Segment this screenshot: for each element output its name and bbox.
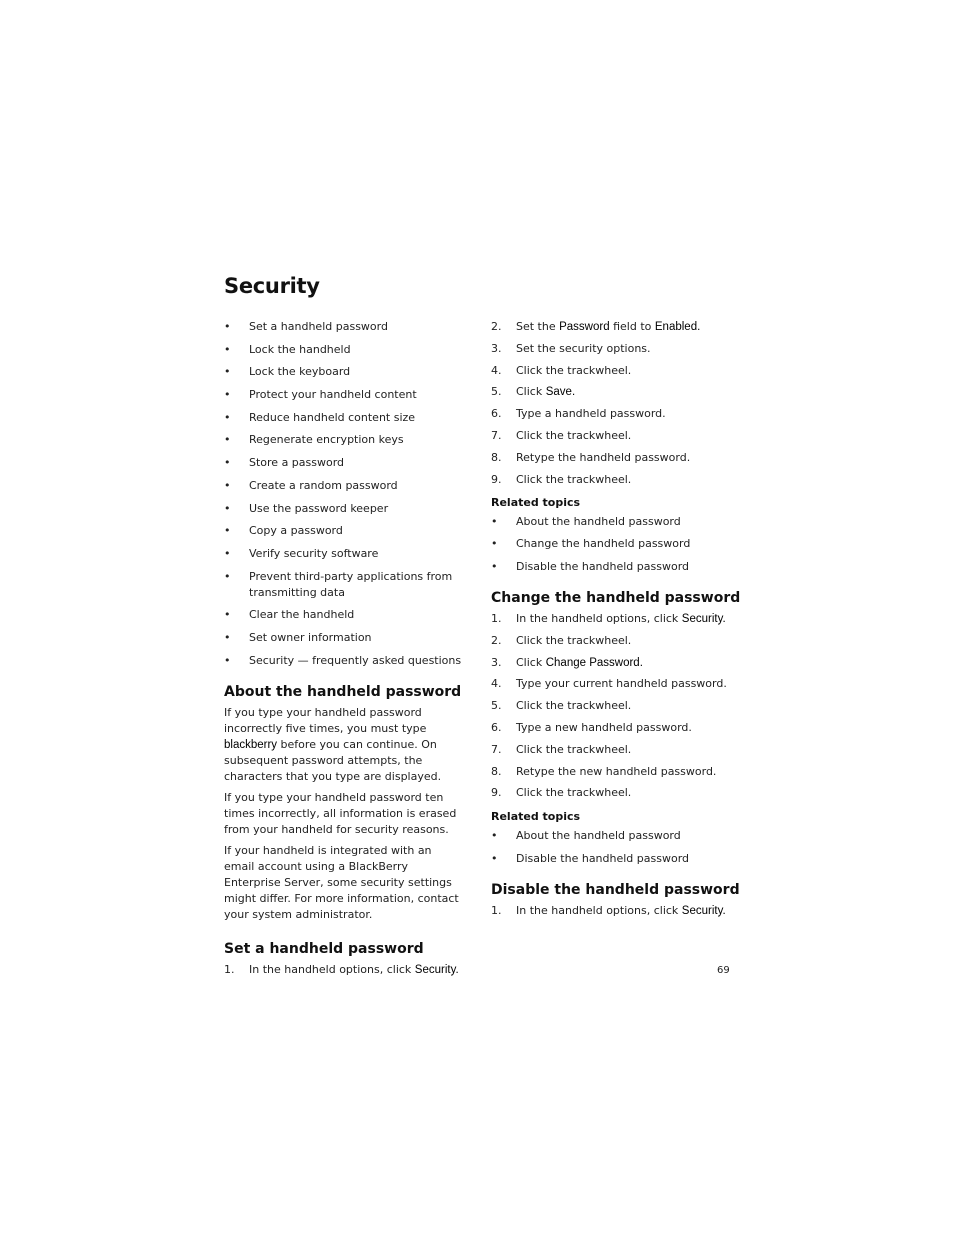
related-topics-heading: Related topics <box>491 495 581 509</box>
step-item: 1. In the handheld options, click Security. <box>491 904 726 918</box>
step-item: 8. Retype the new handheld password. <box>491 764 717 778</box>
related-topics-heading: Related topics <box>491 810 581 824</box>
left-column <box>224 319 464 983</box>
contents-item[interactable]: • Use the password keeper <box>224 501 464 517</box>
step-item: 6. Type a handheld password. <box>491 407 666 421</box>
related-topic-link[interactable]: • About the handheld password <box>491 828 741 844</box>
ui-term: Security <box>681 905 723 918</box>
step-item: 7. Click the trackwheel. <box>491 428 632 442</box>
contents-item[interactable]: • Verify security software <box>224 546 464 562</box>
contents-item[interactable]: • Clear the handheld <box>224 607 464 623</box>
change-password-heading: Change the handheld password <box>491 589 741 606</box>
step-item: 9. Click the trackwheel. <box>491 786 632 800</box>
ui-term: Security <box>414 963 456 976</box>
related-topics-list <box>491 514 741 575</box>
related-topics-list <box>491 828 741 867</box>
page-number: 69 <box>717 965 730 976</box>
right-column <box>491 319 741 925</box>
contents-item[interactable]: • Lock the keyboard <box>224 364 464 380</box>
set-password-steps <box>224 962 464 978</box>
contents-item[interactable]: • Create a random password <box>224 478 464 494</box>
contents-item[interactable]: • Prevent third-party applications from transmitting data <box>224 569 464 601</box>
contents-item[interactable]: • Store a password <box>224 455 464 471</box>
about-paragraph-3: If your handheld is integrated with an email account using a BlackBerry Enterprise Server, some security settings might differ. For more information, contact your system administrator. <box>224 843 459 921</box>
step-item: 2. Click the trackwheel. <box>491 633 632 647</box>
contents-item[interactable]: • Protect your handheld content <box>224 387 464 403</box>
step-item: 5. Click Save. <box>491 385 576 399</box>
step-item: 3. Set the security options. <box>491 341 651 355</box>
step-item: 5. Click the trackwheel. <box>491 699 632 713</box>
ui-term: Change Password <box>545 656 640 669</box>
change-password-steps <box>491 611 741 801</box>
related-topic-link[interactable]: • About the handheld password <box>491 514 741 530</box>
contents-item[interactable]: • Regenerate encryption keys <box>224 432 464 448</box>
about-paragraph-1: If you type your handheld password incorrectly five times, you must type blackberry before you can continue. On subsequent password attempts, the characters that you type are displayed. <box>224 705 442 783</box>
page-title: Security <box>224 274 320 298</box>
step-item: 8. Retype the handheld password. <box>491 450 691 464</box>
contents-list <box>224 319 464 669</box>
ui-term: Password <box>559 321 610 333</box>
contents-item[interactable]: • Security — frequently asked questions <box>224 653 464 669</box>
step-item: 1. In the handheld options, click Security. <box>491 611 726 625</box>
step-item: 6. Type a new handheld password. <box>491 720 692 734</box>
related-topic-link[interactable]: • Change the handheld password <box>491 536 741 552</box>
ui-term: Enabled <box>654 321 698 333</box>
step-item: 9. Click the trackwheel. <box>491 472 632 486</box>
contents-item[interactable]: • Set owner information <box>224 630 464 646</box>
related-topic-link[interactable]: • Disable the handheld password <box>491 851 741 867</box>
about-paragraph-2: If you type your handheld password ten times incorrectly, all information is erased from your handheld for security reasons. <box>224 790 457 836</box>
ui-term: Save <box>545 386 572 399</box>
step-item: 4. Type your current handheld password. <box>491 677 727 691</box>
contents-item[interactable]: • Set a handheld password <box>224 319 464 335</box>
contents-item[interactable]: • Reduce handheld content size <box>224 410 464 426</box>
about-heading: About the handheld password <box>224 683 462 700</box>
step-item: 2. Set the Password field to Enabled. <box>491 320 701 333</box>
ui-term: blackberry <box>224 738 278 751</box>
set-password-heading: Set a handheld password <box>224 940 424 957</box>
step-item: 4. Click the trackwheel. <box>491 363 632 377</box>
disable-password-heading: Disable the handheld password <box>491 882 740 899</box>
contents-item[interactable]: • Copy a password <box>224 523 464 539</box>
step-item: 7. Click the trackwheel. <box>491 742 632 756</box>
set-password-steps-continued <box>491 319 741 488</box>
disable-password-steps <box>491 903 741 919</box>
step-item: 3. Click Change Password. <box>491 655 643 669</box>
related-topic-link[interactable]: • Disable the handheld password <box>491 559 741 575</box>
step-item: 1. In the handheld options, click Security. <box>224 962 459 976</box>
ui-term: Security <box>681 612 723 625</box>
contents-item[interactable]: • Lock the handheld <box>224 342 464 358</box>
